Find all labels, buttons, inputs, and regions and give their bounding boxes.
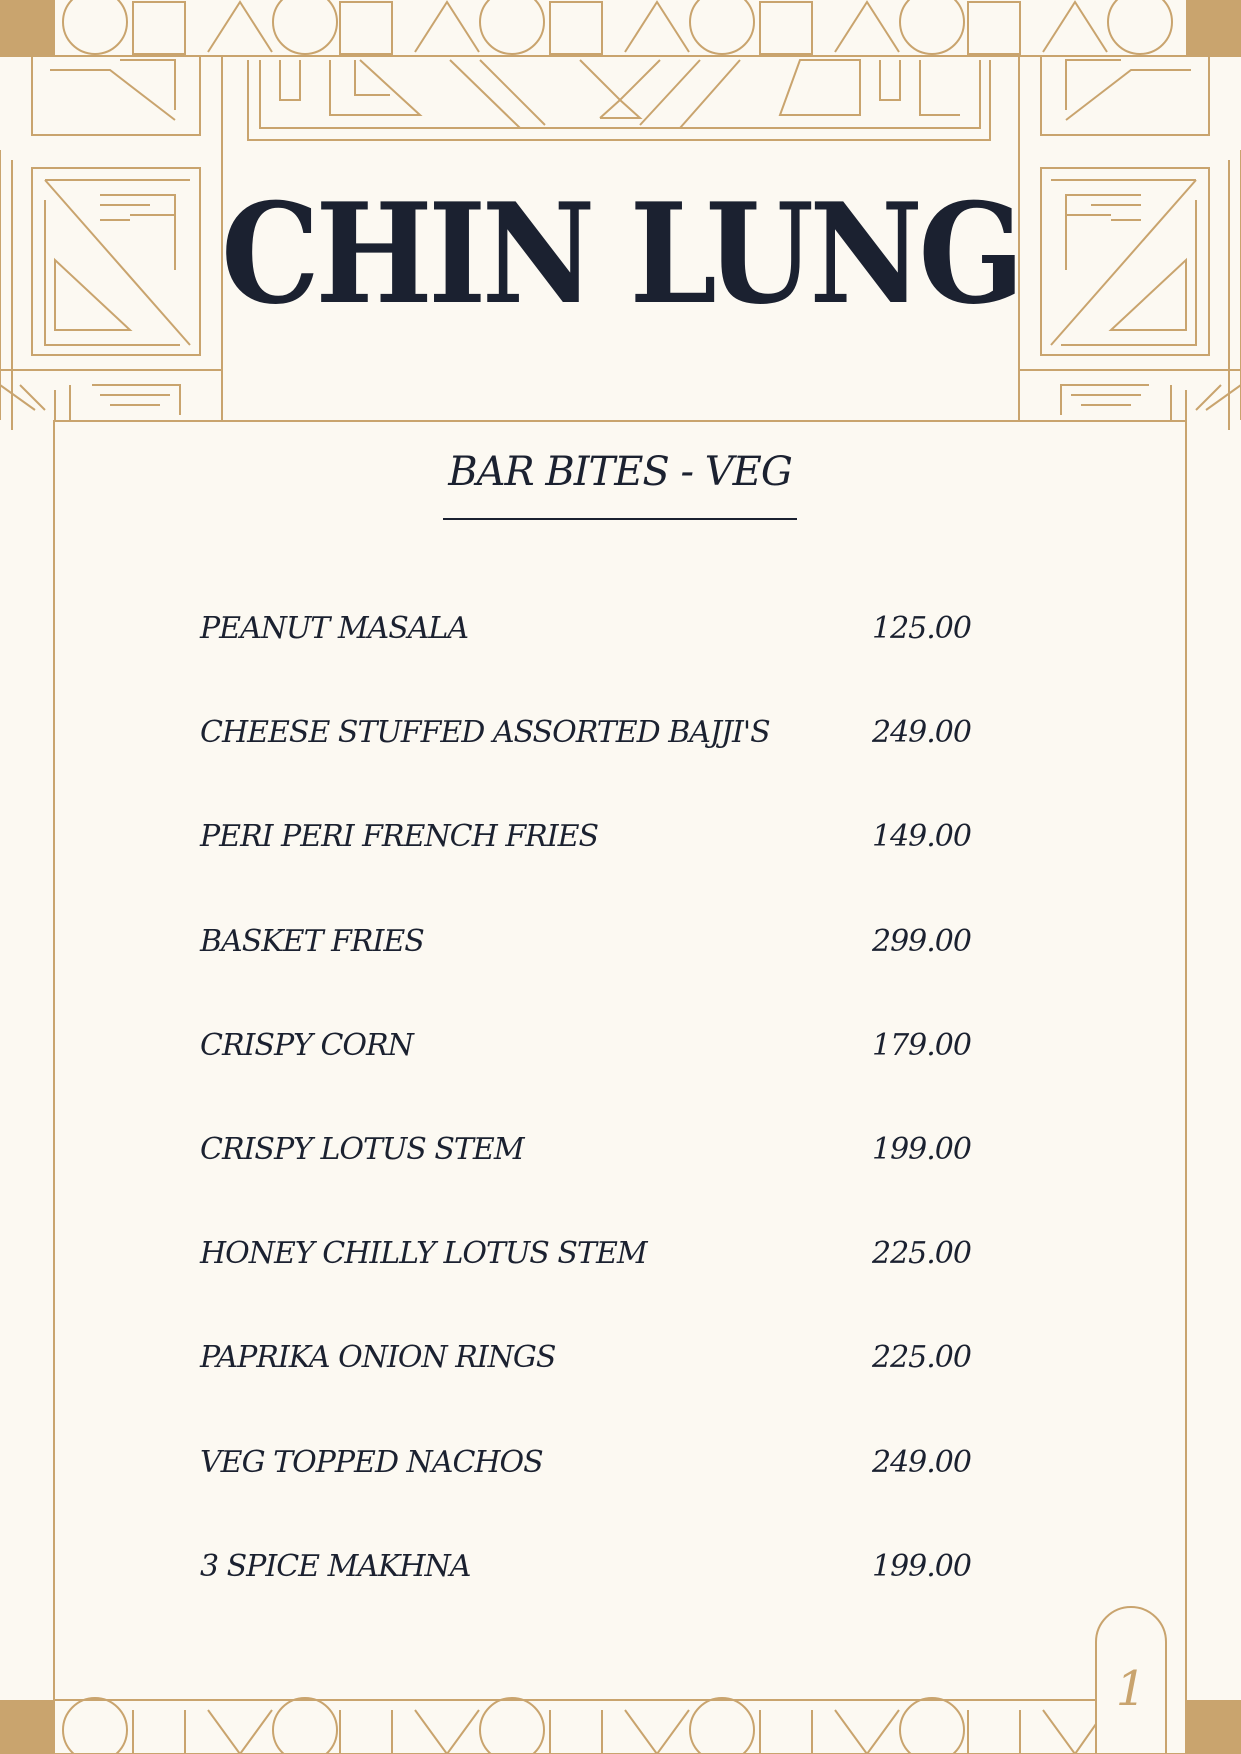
menu-item-price: 299.00 (872, 923, 971, 959)
menu-item-price: 149.00 (872, 819, 971, 855)
menu-item (200, 1017, 1000, 1121)
menu-item-price: 249.00 (872, 715, 971, 751)
page-number: 1 (1115, 1661, 1147, 1717)
menu-item-price: 125.00 (872, 611, 971, 646)
menu-item-price: 199.00 (872, 1131, 971, 1167)
menu-item-name: VEG TOPPED NACHOS (200, 1444, 543, 1480)
menu-item-name: CRISPY LOTUS STEM (200, 1131, 524, 1167)
menu-item-price: 225.00 (872, 1236, 971, 1272)
menu-item-name: PAPRIKA ONION RINGS (200, 1340, 556, 1376)
menu-item-name: HONEY CHILLY LOTUS STEM (200, 1236, 647, 1272)
menu-item (200, 704, 1000, 808)
menu-item (200, 1121, 1000, 1225)
section-title: BAR BITES - VEG (448, 449, 792, 495)
menu-item-price: 199.00 (872, 1548, 971, 1584)
section-underline (443, 518, 797, 520)
menu-item-price: 179.00 (872, 1027, 971, 1063)
menu-item (200, 808, 1000, 912)
menu-item-price: 249.00 (872, 1444, 971, 1480)
menu-item (200, 600, 1000, 704)
menu-item-price: 225.00 (872, 1340, 971, 1376)
menu-item (200, 1329, 1000, 1433)
menu-item (200, 913, 1000, 1017)
menu-item (200, 1538, 1000, 1642)
restaurant-name: CHIN LUNG (220, 172, 1021, 335)
menu-item-name: PERI PERI FRENCH FRIES (200, 819, 599, 855)
menu-item-name: CRISPY CORN (200, 1027, 413, 1063)
menu-item-name: 3 SPICE MAKHNA (200, 1548, 471, 1584)
menu-item-name: BASKET FRIES (200, 923, 424, 959)
menu-item-name: PEANUT MASALA (200, 611, 469, 646)
menu-item (200, 1434, 1000, 1538)
menu-list (200, 600, 1000, 1642)
menu-item (200, 1225, 1000, 1329)
menu-item-name: CHEESE STUFFED ASSORTED BAJJI'S (200, 715, 770, 751)
